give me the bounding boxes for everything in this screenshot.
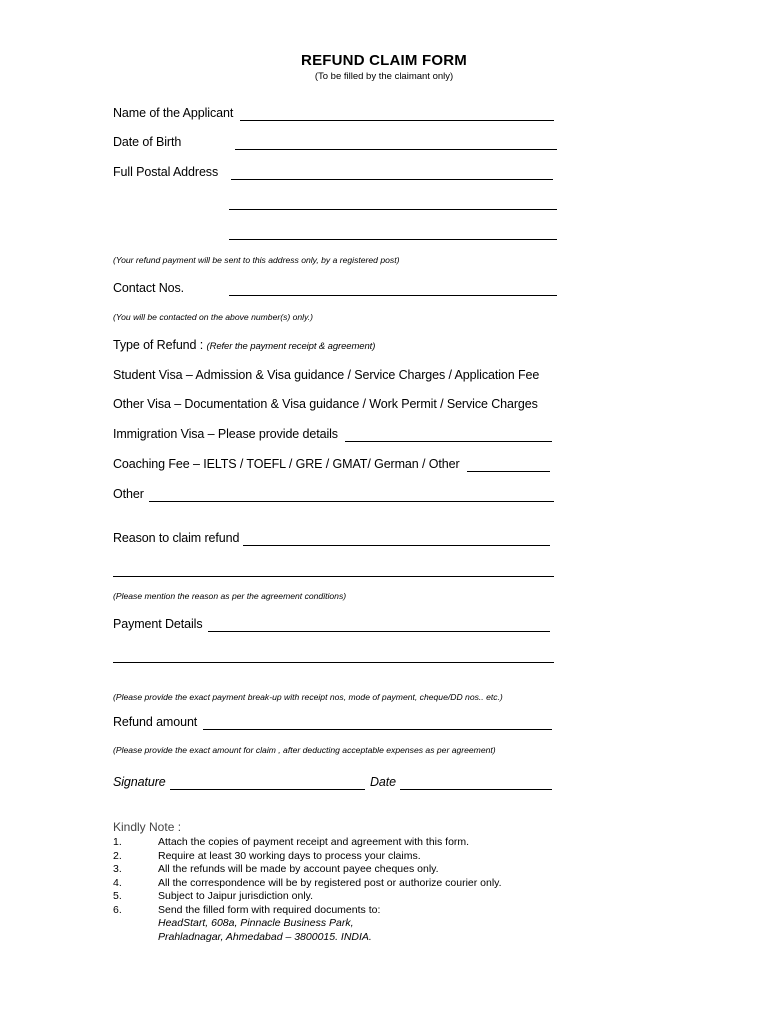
item-text: Subject to Jaipur jurisdiction only. [158, 890, 314, 902]
signature-label: Signature [113, 775, 166, 789]
amount-field[interactable] [203, 729, 552, 730]
option-other-label: Other [113, 487, 144, 501]
reason-note: (Please mention the reason as per the agreement conditions) [113, 591, 347, 601]
refund-type-heading [113, 338, 375, 352]
other-field[interactable] [149, 501, 554, 502]
payment-label: Payment Details [113, 617, 203, 631]
name-label: Name of the Applicant [113, 106, 234, 120]
item-number: 6. [113, 903, 122, 916]
address-field-line-2[interactable] [229, 209, 557, 210]
contact-label: Contact Nos. [113, 281, 185, 295]
refund-type-hint: (Refer the payment receipt & agreement) [206, 341, 376, 352]
contact-note: (You will be contacted on the above number(s) only.) [113, 312, 313, 322]
name-field[interactable] [240, 120, 554, 121]
item-number: 2. [113, 849, 122, 862]
amount-note: (Please provide the exact amount for claim , after deducting acceptable expenses as per agreement) [113, 745, 496, 755]
address-field-line-1[interactable] [231, 179, 553, 180]
address-note: (Your refund payment will be sent to this address only, by a registered post) [113, 255, 400, 265]
item-number: 3. [113, 863, 122, 875]
item-text: All the refunds will be made by account payee cheques only. [158, 863, 439, 875]
item-number: 1. [113, 836, 122, 848]
refund-type-label: Type of Refund : [113, 338, 204, 352]
contact-field[interactable] [229, 295, 557, 296]
reason-field-line-2[interactable] [113, 576, 554, 577]
item-number: 5. [113, 890, 122, 902]
immigration-details-field[interactable] [345, 441, 552, 442]
date-label: Date [370, 775, 397, 789]
dob-label: Date of Birth [113, 135, 182, 149]
option-other-visa[interactable]: Other Visa – Documentation & Visa guidance / Work Permit / Service Charges [113, 397, 538, 411]
kindly-note-title: Kindly Note : [113, 820, 182, 834]
payment-note: (Please provide the exact payment break-up with receipt nos, mode of payment, cheque/DD nos.. etc.) [113, 692, 503, 702]
reason-label: Reason to claim refund [113, 531, 240, 545]
address-line-1: HeadStart, 608a, Pinnacle Business Park, [158, 917, 354, 929]
dob-field[interactable] [235, 149, 557, 150]
option-immigration-visa: Immigration Visa – Please provide details [113, 427, 338, 441]
item-number: 4. [113, 876, 122, 889]
payment-field-line-2[interactable] [113, 662, 554, 663]
coaching-other-field[interactable] [467, 471, 550, 472]
item-text: All the correspondence will be by registered post or authorize courier only. [158, 876, 502, 889]
form-title: REFUND CLAIM FORM [301, 52, 467, 69]
date-field[interactable] [400, 789, 552, 790]
option-coaching-fee: Coaching Fee – IELTS / TOEFL / GRE / GMAT/ German / Other [113, 457, 460, 471]
form-subtitle: (To be filled by the claimant only) [314, 71, 454, 82]
reason-field-line-1[interactable] [243, 545, 550, 546]
payment-field-line-1[interactable] [208, 631, 550, 632]
item-text: Require at least 30 working days to process your claims. [158, 849, 421, 862]
address-label: Full Postal Address [113, 165, 219, 179]
address-line-2: Prahladnagar, Ahmedabad – 3800015. INDIA. [158, 931, 372, 943]
option-student-visa[interactable]: Student Visa – Admission & Visa guidance / Service Charges / Application Fee [113, 368, 540, 382]
item-text: Attach the copies of payment receipt and agreement with this form. [158, 836, 470, 848]
amount-label: Refund amount [113, 715, 198, 729]
item-text: Send the filled form with required documents to: [158, 903, 381, 916]
address-field-line-3[interactable] [229, 239, 557, 240]
signature-field[interactable] [170, 789, 365, 790]
